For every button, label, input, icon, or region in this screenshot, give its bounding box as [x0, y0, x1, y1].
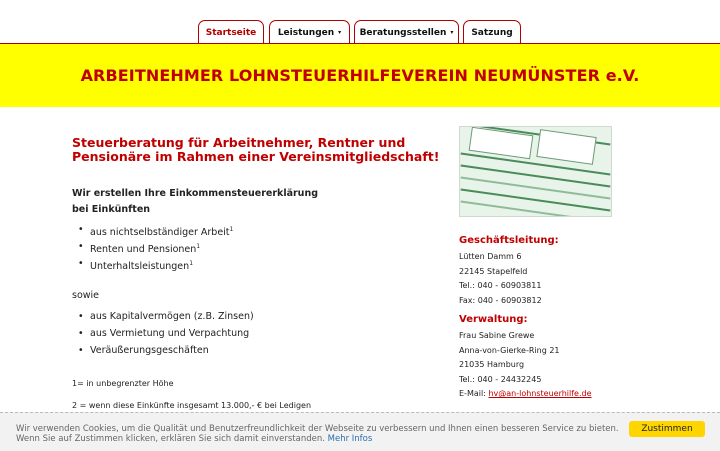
tab-beratungsstellen-label: Beratungsstellen: [359, 27, 447, 38]
intro-line-2: bei Einkünften: [72, 204, 151, 215]
header-banner: [0, 43, 720, 107]
administration-street: Anna-von-Gierke-Ring 21: [459, 345, 560, 355]
list-item: • aus nichtselbständiger Arbeit$^1$: [72, 221, 442, 238]
tab-leistungen[interactable]: [269, 20, 350, 44]
management-fax: Fax: 040 - 60903812: [459, 295, 542, 305]
cookie-text: Wir verwenden Cookies, um die Qualität und Benutzerfreundlichkeit der Webseite zu verbessern und Ihnen einen besseren Service zu bieten. Wenn Sie auf Zustimmen klicken, erklären Sie sich damit einverstanden. Mehr Infos: [16, 424, 619, 444]
list-item: • Renten und Pensionen$^1$: [72, 238, 442, 255]
management-phone: Tel.: 040 - 60903811: [459, 281, 542, 290]
chevron-down-icon: ▾: [450, 29, 454, 36]
footnote-1: 1= in unbegrenzter Höhe: [72, 379, 174, 388]
list-item: • aus Kapitalvermögen (z.B. Zinsen): [72, 308, 442, 325]
page-title: ARBEITNEHMER LOHNSTEUERHILFEVEREIN NEUMÜNSTER e.V.: [80, 66, 640, 85]
list-item: • Veräußerungsgeschäften: [72, 342, 442, 359]
accept-cookies-button[interactable]: Zustimmen: [629, 421, 705, 437]
tab-beratungsstellen[interactable]: [354, 20, 459, 44]
email-link[interactable]: hv@an-lohnsteuerhilfe.de: [488, 389, 592, 398]
cookie-banner: [0, 412, 720, 451]
main-content: [72, 136, 442, 412]
footnote-2: 2 = wenn diese Einkünfte insgesamt 13.000,- € bei Ledigen: [72, 401, 312, 410]
sidebar: [459, 126, 629, 402]
tab-satzung-label: Satzung: [471, 27, 513, 38]
intro-line-1: Wir erstellen Ihre Einkommensteuererklärung: [72, 188, 319, 199]
list-item: • Unterhaltsleistungen$^1$: [72, 255, 442, 272]
more-info-link[interactable]: Mehr Infos: [327, 434, 373, 444]
tab-satzung[interactable]: [463, 20, 521, 44]
tab-leistungen-label: Leistungen: [277, 27, 335, 38]
administration-email: E-Mail: hv@an-lohnsteuerhilfe.de: [459, 389, 592, 398]
headline-line-2: Pensionäre im Rahmen einer Vereinsmitgliedschaft!: [72, 149, 440, 164]
sowie-text: sowie: [72, 290, 100, 301]
income-list-2: [72, 308, 442, 359]
list-item: • aus Vermietung und Verpachtung: [72, 325, 442, 342]
management-street: Lütten Damm 6: [459, 252, 522, 261]
management-heading: Geschäftsleitung:: [459, 235, 559, 246]
headline-line-1: Steuerberatung für Arbeitnehmer, Rentner und: [72, 135, 406, 150]
tab-startseite-label: Startseite: [205, 27, 257, 38]
chevron-down-icon: ▾: [338, 29, 342, 36]
tax-form-image: [459, 126, 612, 217]
administration-name: Frau Sabine Grewe: [459, 331, 535, 340]
administration-heading: Verwaltung:: [459, 314, 528, 325]
income-list-1: [72, 221, 442, 272]
administration-city: 21035 Hamburg: [459, 360, 525, 369]
administration-phone: Tel.: 040 - 24432245: [459, 374, 542, 384]
top-navigation: [0, 0, 720, 44]
management-city: 22145 Stapelfeld: [459, 266, 528, 276]
tab-startseite[interactable]: [198, 20, 264, 44]
